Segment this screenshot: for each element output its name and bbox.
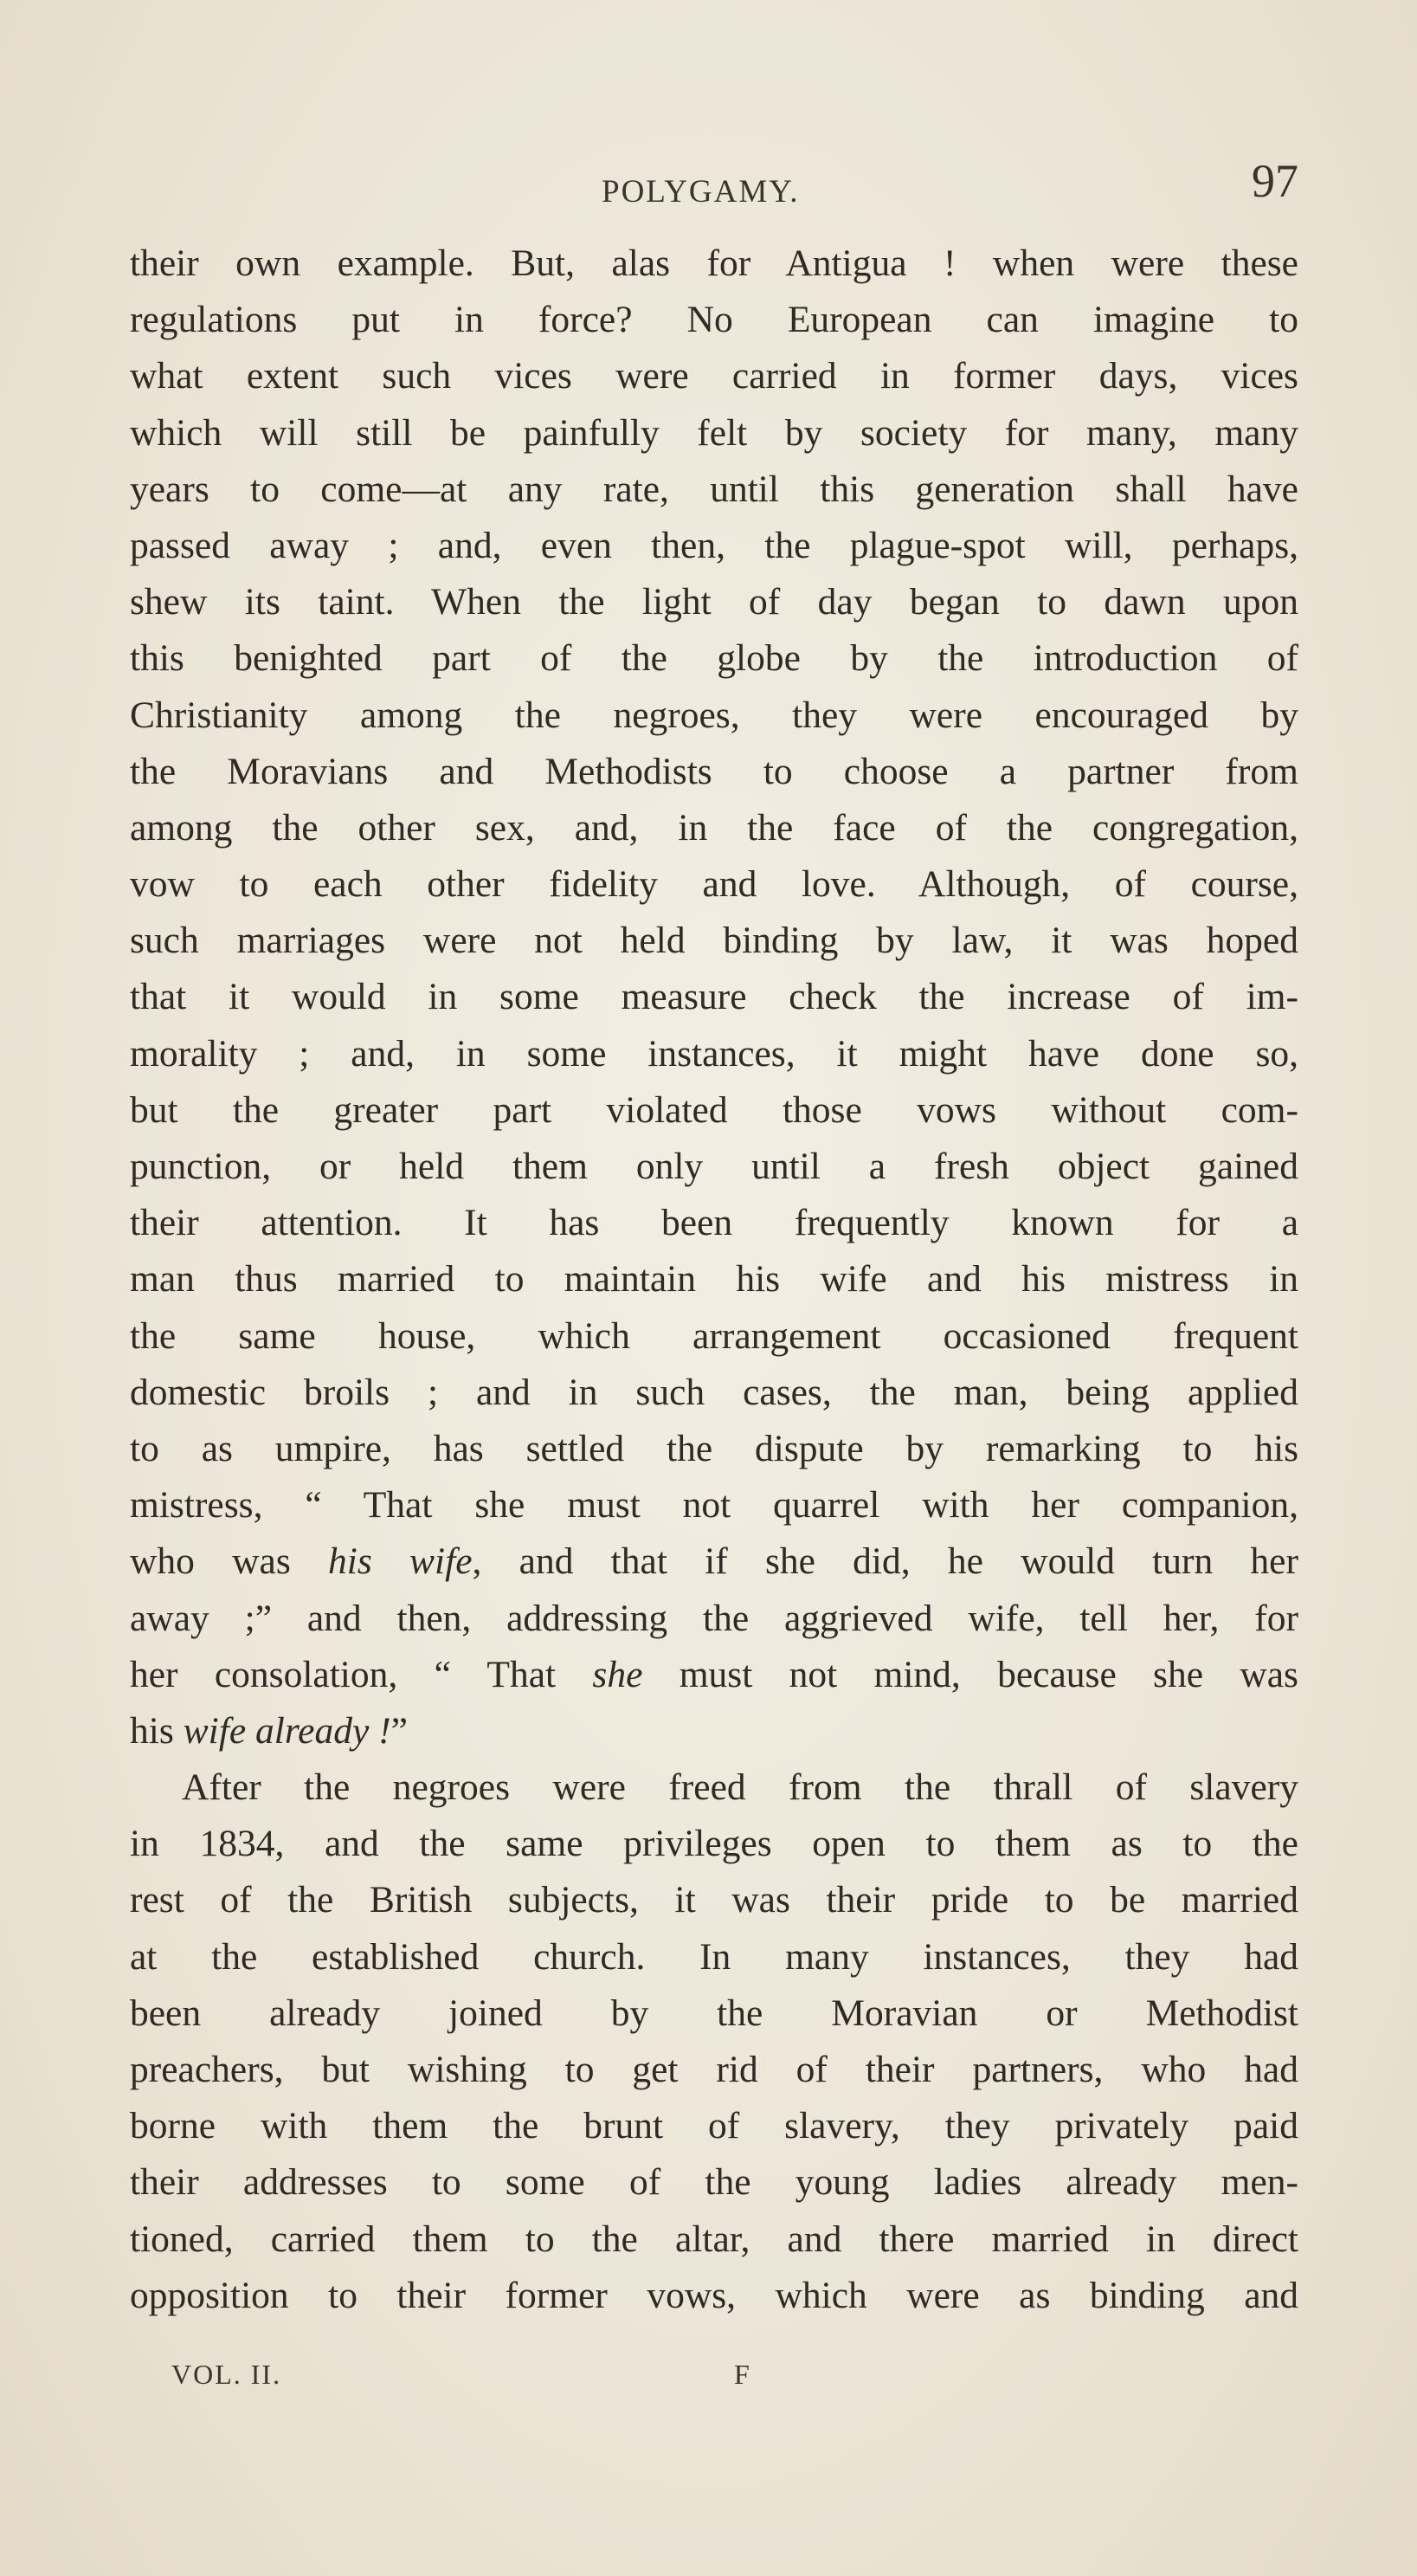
- text-line: the Moravians and Methodists to choose a partner from: [130, 750, 1298, 792]
- text-segment: her consolation, “ That: [130, 1653, 593, 1695]
- text-line: [130, 1647, 1298, 1703]
- text-line: at the established church. In many instances, they had: [130, 1935, 1298, 1978]
- text-segment: who was: [130, 1540, 329, 1583]
- text-line: years to come—at any rate, until this generation shall have: [130, 468, 1298, 510]
- text-line: man thus married to maintain his wife and his mistress in: [130, 1258, 1298, 1301]
- text-line: such marriages were not held binding by law, it was hoped: [130, 920, 1298, 962]
- text-line: borne with them the brunt of slavery, they privately paid: [130, 2105, 1298, 2147]
- volume-label: VOL. II.: [171, 2359, 282, 2390]
- text-line: passed away ; and, even then, the plague-spot will, perhaps,: [130, 524, 1298, 566]
- text-line: vow to each other fidelity and love. Although, of course,: [130, 863, 1298, 906]
- text-line: their own example. But, alas for Antigua ! when were these: [130, 242, 1298, 284]
- text-line: regulations put in force? No European can imagine to: [130, 299, 1298, 341]
- italic-text: she: [592, 1653, 643, 1695]
- page-number: 97: [1252, 155, 1298, 207]
- text-line: After the negroes were freed from the thrall of slavery: [182, 1766, 1298, 1809]
- text-line: this benighted part of the globe by the introduction of: [130, 637, 1298, 680]
- text-line: to as umpire, has settled the dispute by remarking to his: [130, 1427, 1298, 1469]
- italic-text: wife already !: [183, 1709, 391, 1752]
- text-line: punction, or held them only until a fresh object gained: [130, 1146, 1298, 1187]
- text-line: mistress, “ That she must not quarrel with her companion,: [130, 1484, 1298, 1527]
- text-line: been already joined by the Moravian or Methodist: [130, 1992, 1298, 2034]
- text-line: shew its taint. When the light of day began to dawn upon: [130, 581, 1298, 623]
- text-line: morality ; and, in some instances, it might have done so,: [130, 1032, 1298, 1075]
- italic-text: his wife: [328, 1540, 473, 1583]
- text-line: opposition to their former vows, which were as binding and: [130, 2274, 1298, 2316]
- text-segment: ”: [390, 1709, 408, 1752]
- text-line: that it would in some measure check the increase of im-: [130, 976, 1298, 1018]
- text-line: [130, 1533, 1298, 1590]
- page-footer: [171, 2359, 777, 2402]
- text-line: in 1834, and the same privileges open to them as to the: [130, 1823, 1298, 1865]
- running-title: POLYGAMY.: [602, 174, 800, 210]
- signature-mark: F: [734, 2359, 751, 2390]
- text-line: among the other sex, and, in the face of the congregation,: [130, 806, 1298, 849]
- text-line: their addresses to some of the young ladies already men-: [130, 2161, 1298, 2204]
- text-line: which will still be painfully felt by society for many, many: [130, 411, 1298, 454]
- text-segment: , and that if she did, he would turn her: [472, 1540, 1298, 1583]
- text-line: tioned, carried them to the altar, and there married in direct: [130, 2218, 1298, 2260]
- text-line: what extent such vices were carried in former days, vices: [130, 355, 1298, 397]
- text-segment: his: [130, 1709, 184, 1752]
- text-line: [130, 1703, 1298, 1759]
- text-line: away ;” and then, addressing the aggrieved wife, tell her, for: [130, 1597, 1298, 1639]
- text-line: domestic broils ; and in such cases, the man, being applied: [130, 1371, 1298, 1413]
- text-line: Christianity among the negroes, they were encouraged by: [130, 694, 1298, 736]
- text-line: preachers, but wishing to get rid of their partners, who had: [130, 2049, 1298, 2090]
- text-line: their attention. It has been frequently known for a: [130, 1202, 1298, 1244]
- text-line: rest of the British subjects, it was their pride to be married: [130, 1879, 1298, 1921]
- text-line: the same house, which arrangement occasioned frequent: [130, 1314, 1298, 1357]
- text-segment: must not mind, because she was: [642, 1653, 1298, 1695]
- body-text: [130, 236, 1298, 2324]
- running-head: [130, 154, 1298, 223]
- text-line: but the greater part violated those vows without com-: [130, 1088, 1298, 1131]
